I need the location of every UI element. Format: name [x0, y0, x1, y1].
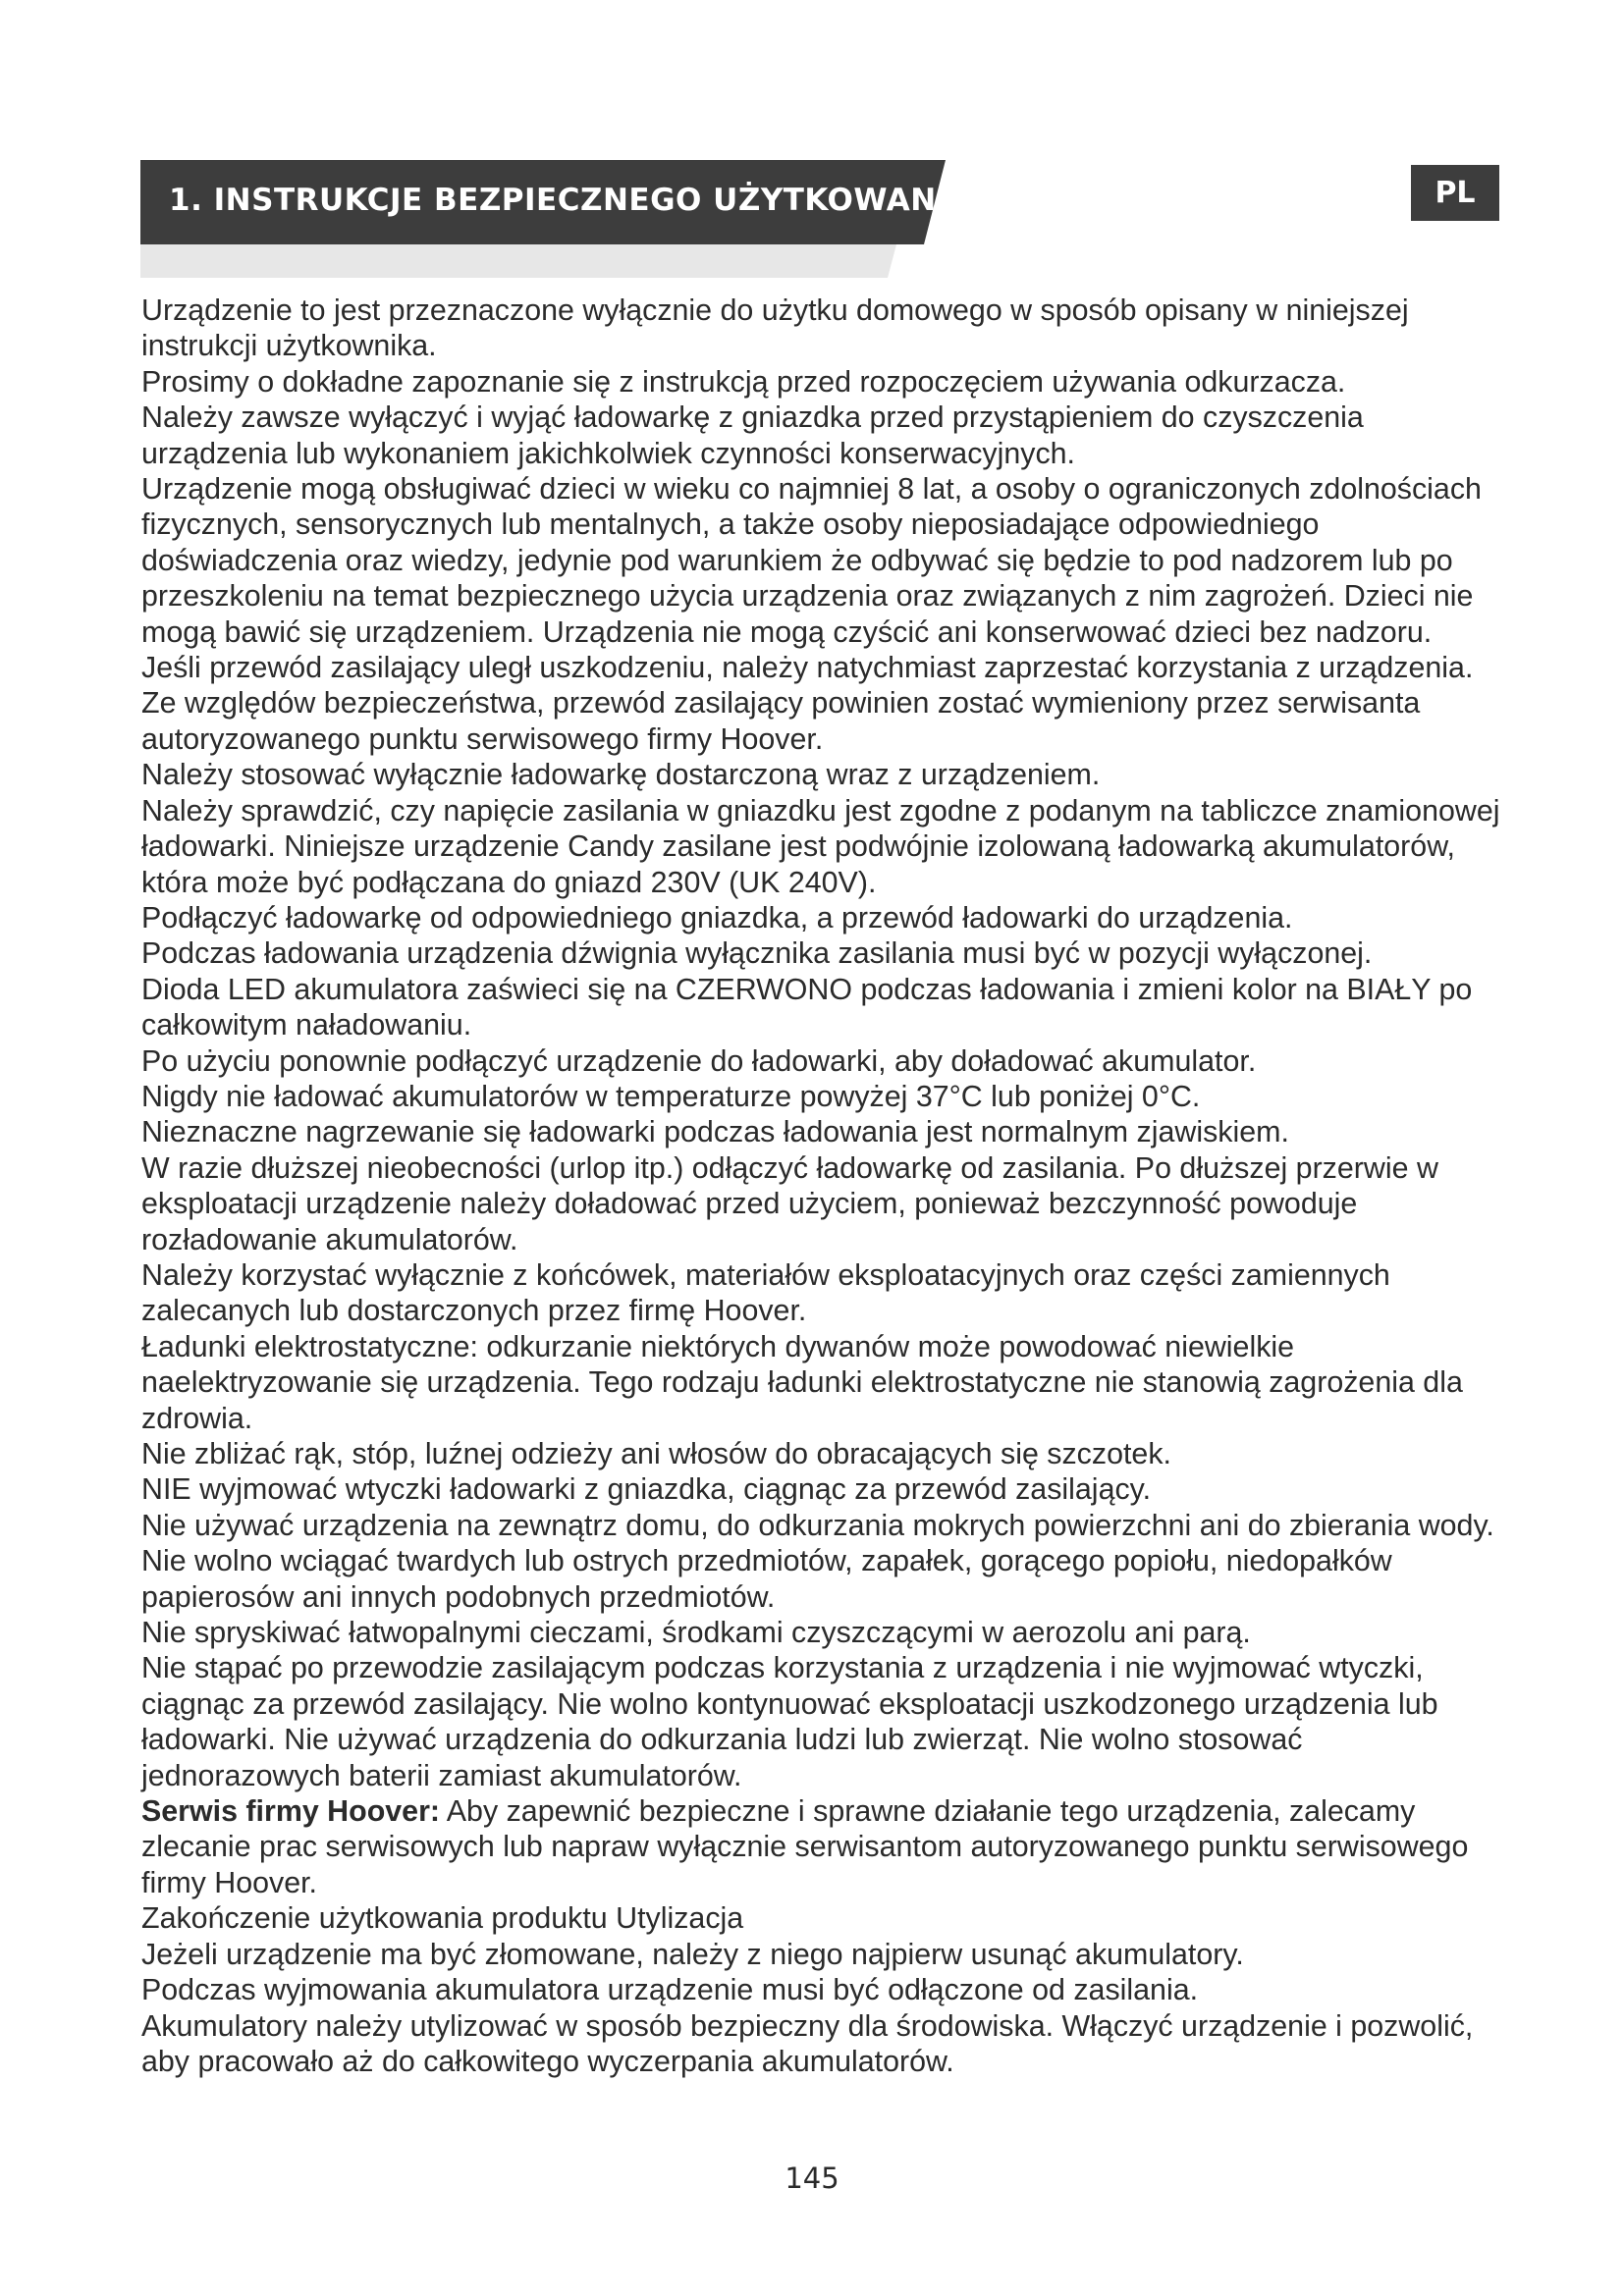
paragraph: Jeżeli urządzenie ma być złomowane, należy z niego najpierw usunąć akumulatory.: [141, 1937, 1244, 1971]
paragraph: Urządzenie mogą obsługiwać dzieci w wieku co najmniej 8 lat, a osoby o ograniczonych zdolnościach fizycznych, sensorycznych lub mentalnych, a także osoby nieposiadające odpowiedniego doświadczenia oraz wiedzy, jedynie pod warunkiem że odbywać się będzie to pod nadzorem lub po przeszkoleniu na temat bezpiecznego użycia urządzenia oraz związanych z nim zagrożeń. Dzieci nie mogą bawić się urządzeniem. Urządzenia nie mogą czyścić ani konserwować dzieci bez nadzoru.: [141, 472, 1482, 649]
paragraph: Prosimy o dokładne zapoznanie się z instrukcją przed rozpoczęciem używania odkurzacza.: [141, 364, 1346, 399]
service-paragraph: [141, 1793, 1506, 1900]
language-badge: PL: [1411, 165, 1499, 221]
paragraph: Należy korzystać wyłącznie z końcówek, materiałów eksploatacyjnych oraz części zamiennych zalecanych lub dostarczonych przez firmę Hoover.: [141, 1257, 1390, 1328]
service-text: Aby zapewnić bezpieczne i sprawne działanie tego urządzenia, zalecamy zlecanie prac serwisowych lub napraw wyłącznie serwisantom autoryzowanego punktu serwisowego firmy Hoover.: [141, 1794, 1469, 1899]
paragraph: Po użyciu ponownie podłączyć urządzenie do ładowarki, aby doładować akumulator.: [141, 1043, 1257, 1078]
paragraph: Nieznaczne nagrzewanie się ładowarki podczas ładowania jest normalnym zjawiskiem.: [141, 1115, 1289, 1149]
section-header-banner: [140, 160, 946, 278]
paragraph: Urządzenie to jest przeznaczone wyłącznie do użytku domowego w sposób opisany w niniejszej instrukcji użytkownika.: [141, 294, 1409, 363]
paragraph: Nie spryskiwać łatwopalnymi cieczami, środkami czyszczącymi w aerozolu ani parą.: [141, 1616, 1251, 1650]
paragraph: Nie zbliżać rąk, stóp, luźnej odzieży ani włosów do obracających się szczotek.: [141, 1437, 1171, 1470]
safety-instructions-body: [141, 293, 1506, 2079]
paragraph: Jeśli przewód zasilający uległ uszkodzeniu, należy natychmiast zaprzestać korzystania z urządzenia. Ze względów bezpieczeństwa, przewód zasilający powinien zostać wymieniony przez serwisanta autoryzowanego punktu serwisowego firmy Hoover.: [141, 651, 1474, 756]
paragraph: Akumulatory należy utylizować w sposób bezpieczny dla środowiska. Włączyć urządzenie i pozwolić, aby pracowało aż do całkowitego wyczerpania akumulatorów.: [141, 2008, 1474, 2078]
paragraph: Podczas wyjmowania akumulatora urządzenie musi być odłączone od zasilania.: [141, 1973, 1199, 2007]
page-number: 145: [785, 2162, 839, 2195]
paragraph: Dioda LED akumulatora zaświeci się na CZERWONO podczas ładowania i zmieni kolor na BIAŁY po całkowitym naładowaniu.: [141, 972, 1473, 1042]
header-banner-shape: [140, 160, 946, 278]
disposal-heading: Zakończenie użytkowania produktu Utylizacja: [141, 1901, 744, 1936]
paragraph: Należy stosować wyłącznie ładowarkę dostarczoną wraz z urządzeniem.: [141, 758, 1101, 792]
paragraph: Należy sprawdzić, czy napięcie zasilania w gniazdku jest zgodne z podanym na tabliczce znamionowej ładowarki. Niniejsze urządzenie Candy zasilane jest podwójnie izolowaną ładowarką akumulatorów, która może być podłączana do gniazd 230V (UK 240V).: [141, 793, 1500, 899]
paragraph: Ładunki elektrostatyczne: odkurzanie niektórych dywanów może powodować niewielkie naelektryzowanie się urządzenia. Tego rodzaju ładunki elektrostatyczne nie stanowią zagrożenia dla zdrowia.: [141, 1329, 1463, 1435]
section-title: 1. INSTRUKCJE BEZPIECZNEGO UŻYTKOWANIA: [169, 183, 973, 218]
service-label: Serwis firmy Hoover:: [141, 1794, 441, 1829]
paragraph: Podczas ładowania urządzenia dźwignia wyłącznika zasilania musi być w pozycji wyłączonej.: [141, 936, 1373, 971]
paragraph: Nigdy nie ładować akumulatorów w temperaturze powyżej 37°C lub poniżej 0°C.: [141, 1079, 1201, 1113]
paragraph: Podłączyć ładowarkę od odpowiedniego gniazdka, a przewód ładowarki do urządzenia.: [141, 900, 1293, 934]
paragraph: Należy zawsze wyłączyć i wyjąć ładowarkę z gniazdka przed przystąpieniem do czyszczenia urządzenia lub wykonaniem jakichkolwiek czynności konserwacyjnych.: [141, 400, 1364, 470]
paragraph: Nie stąpać po przewodzie zasilającym podczas korzystania z urządzenia i nie wyjmować wtyczki, ciągnąc za przewód zasilający. Nie wolno kontynuować eksploatacji uszkodzonego urządzenia lub ładowarki. Nie używać urządzenia do odkurzania ludzi lub zwierząt. Nie wolno stosować jednorazowych baterii zamiast akumulatorów.: [141, 1651, 1438, 1792]
paragraph: Nie używać urządzenia na zewnątrz domu, do odkurzania mokrych powierzchni ani do zbierania wody. Nie wolno wciągać twardych lub ostrych przedmiotów, zapałek, gorącego popiołu, niedopałków papierosów ani innych podobnych przedmiotów.: [141, 1508, 1494, 1614]
paragraph: NIE wyjmować wtyczki ładowarki z gniazdka, ciągnąc za przewód zasilający.: [141, 1472, 1152, 1507]
paragraph: W razie dłuższej nieobecności (urlop itp.) odłączyć ładowarkę od zasilania. Po dłuższej przerwie w eksploatacji urządzenie należy doładować przed użyciem, ponieważ bezczynność powoduje rozładowanie akumulatorów.: [141, 1150, 1438, 1256]
